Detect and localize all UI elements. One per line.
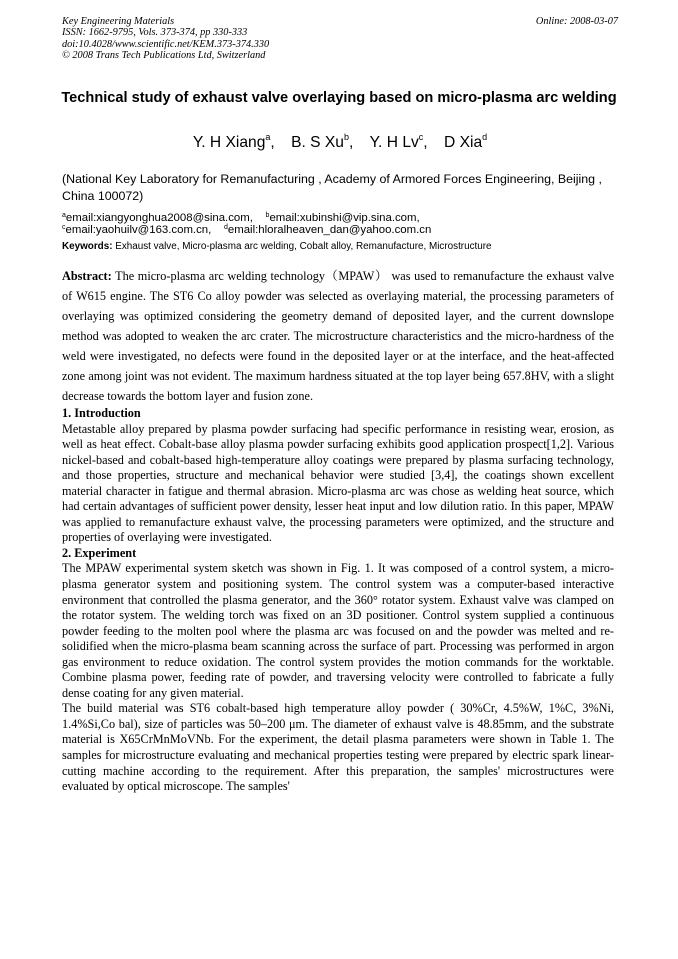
journal-name: Key Engineering Materials <box>62 16 175 27</box>
email-d: email:hloralheaven_dan@yahoo.com.cn <box>227 223 432 236</box>
issn-line: ISSN: 1662-9795, Vols. 373-374, pp 330-333 <box>62 27 248 39</box>
author: Y. H Lv$^c$, <box>369 132 428 151</box>
email-block <box>62 213 618 236</box>
author-list <box>62 134 618 152</box>
author: B. S Xu$^b$, <box>291 132 354 151</box>
section-heading-introduction: 1. Introduction <box>62 406 141 420</box>
email-a: email:xiangyonghua2008@sina.com, <box>65 212 253 224</box>
author: D Xia$^d$ <box>443 132 488 151</box>
abstract-label: Abstract: <box>62 269 112 283</box>
introduction-paragraph: Metastable alloy prepared by plasma powder surfacing had specific performance in resisting wear, erosion, as well as heat effect. Cobalt-base alloy plasma powder surfacing exhibits good application prospect[1,2]. Various nickel-based and cobalt-based high-temperature alloy coatings were prepared by plasma surfacing technology, and those properties, structure and mechanical behavior were studied [3,4], the coatings shown excellent material character in fatigue and thermal abrasion. Micro-plasma arc was chose as welding heat source, which had certain advantages of sufficient power density, lesser heat input and low dilution ratio. In this paper, MPAW was applied to remanufacture exhaust valve, the processing parameters were optimized, and the structure and properties of overlaying were investigated. <box>62 421 614 545</box>
experiment-paragraph: The MPAW experimental system sketch was shown in Fig. 1. It was composed of a control system, a micro-plasma generator system and positioning system. The control system was a computer-based interactive environment that controlled the plasma generator, and the 360° rotator system. Exhaust valve was clamped on the rotator system. The welding torch was fixed on an 3D positioner. Control system supplied a continuous powder feeding to the molten pool where the plasma arc was focused on and the powder was melted and re-solidified when the micro-plasma beam scanning across the surface of part. Processing was performed in argon gas environment to reduce oxidation. The control system provides the motion commands for the worktable. Combine plasma power, feeding rate of powder, and traversing velocity were controlled to fabricate a fully dense coating for any given material. <box>62 561 614 700</box>
paper-body <box>62 266 614 795</box>
keywords-text: Exhaust valve, Micro-plasma arc welding, Cobalt alloy, Remanufacture, Microstructure <box>115 241 492 252</box>
paper-title: Technical study of exhaust valve overlaying based on micro-plasma arc welding <box>61 90 617 106</box>
abstract <box>62 266 614 406</box>
keywords-line <box>62 241 618 252</box>
email-b: email:xubinshi@vip.sina.com, <box>269 212 420 224</box>
journal-header <box>62 16 618 62</box>
online-date: Online: 2008-03-07 <box>535 16 618 27</box>
doi-line: doi:10.4028/www.scientific.net/KEM.373-374.330 <box>62 38 270 50</box>
abstract-text: The micro-plasma arc welding technology（MPAW） was used to remanufacture the exhaust valve of W615 engine. The ST6 Co alloy powder was selected as overlaying material, the processing parameters of overlaying was optimized considering the geometry demand of deposited layer, and the current downslope method was adopted to weaken the arc crater. The microstructure characteristics and the micro-hardness of the weld were investigated, no defects were found in the deposited layer or at the interface, and the heat-affected zone among joint was not evident. The maximum hardness situated at the top layer being 657.8HV, with a slight decrease towards the bottom layer and fusion zone. <box>62 269 615 403</box>
email-line: $^c$email:yaohuilv@163.com.cn, $^d$email:hloralheaven_dan@yahoo.com.cn <box>62 223 432 236</box>
experiment-paragraph: The build material was ST6 cobalt-based high temperature alloy powder ( 30%Cr, 4.5%W, 1%C, 3%Ni, 1.4%Si,Co bal), size of particles was 50–200 μm. The diameter of exhaust valve is 48.85mm, and the substrate material is X65CrMnMoVNb. For the experiment, the detail plasma parameters were shown in Table 1. The samples for microstructure evaluating and mechanical properties testing were prepared by electric spark linear-cutting machine according to the requirement. After this preparation, the samples' microstructures were evaluated by optical microscope. The samples' <box>62 701 614 794</box>
email-line: $^a$email:xiangyonghua2008@sina.com, $^b$email:xubinshi@vip.sina.com, <box>62 212 420 224</box>
email-c: email:yaohuilv@163.com.cn, <box>65 223 212 236</box>
affiliation: (National Key Laboratory for Remanufacturing , Academy of Armored Forces Engineering, Beijing , China 100072) <box>62 172 602 203</box>
section-heading-experiment: 2. Experiment <box>62 545 137 560</box>
copyright-line: © 2008 Trans Tech Publications Ltd, Switzerland <box>62 50 266 62</box>
author: Y. H Xiang$^a$, <box>192 132 275 151</box>
keywords-label: Keywords: <box>62 241 113 252</box>
